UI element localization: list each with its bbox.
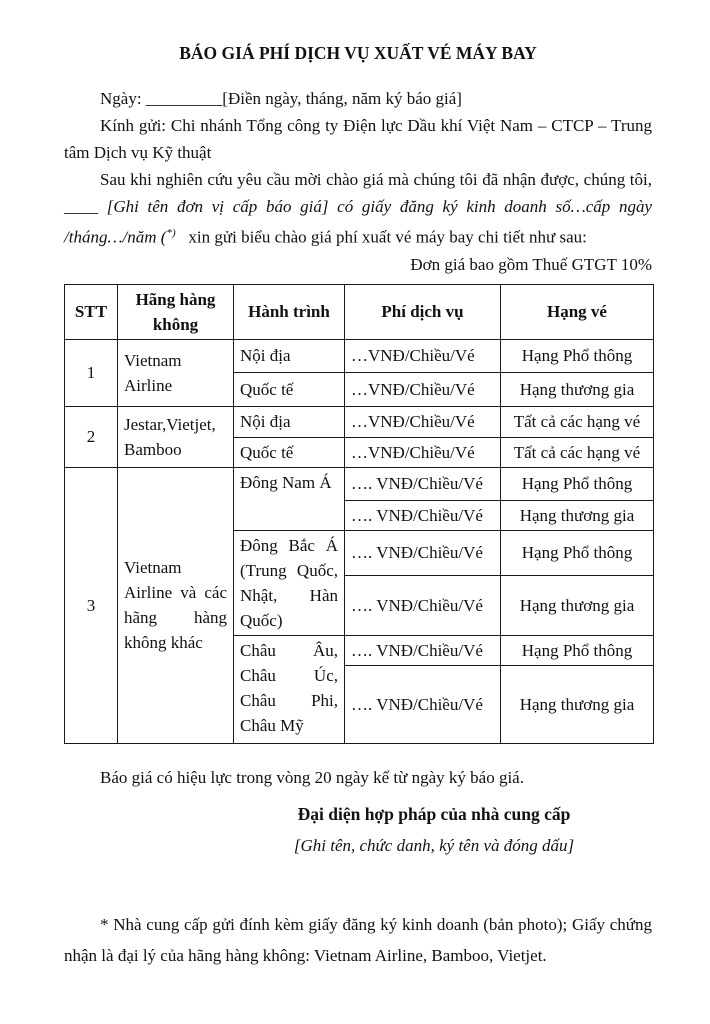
cell-fee: …VNĐ/Chiều/Vé	[345, 372, 501, 406]
cell-route: Nội địa	[234, 339, 345, 372]
date-label: Ngày:	[100, 89, 146, 108]
header-cell-class: Hạng vé	[501, 284, 654, 339]
header-cell-airline: Hãng hàng không	[118, 284, 234, 339]
cell-region-southeast-asia: Đông Nam Á	[234, 467, 345, 530]
intro-paragraph	[64, 166, 652, 251]
cell-stt-1: 1	[65, 339, 118, 406]
quote-table	[64, 284, 654, 744]
cell-class: Hạng thương gia	[501, 575, 654, 635]
cell-fee: …. VNĐ/Chiều/Vé	[345, 467, 501, 500]
date-line	[64, 85, 652, 112]
recipient-line: Kính gửi: Chi nhánh Tổng công ty Điện lực Dầu khí Việt Nam – CTCP – Trung tâm Dịch vụ Kỹ thuật	[64, 116, 652, 162]
cell-airline-1: Vietnam Airline	[118, 339, 234, 406]
cell-class: Hạng thương gia	[501, 500, 654, 530]
cell-class: Hạng Phổ thông	[501, 339, 654, 372]
footnote-marker: *)	[166, 227, 176, 239]
cell-fee: …VNĐ/Chiều/Vé	[345, 339, 501, 372]
table-row	[65, 339, 654, 372]
cell-stt-3: 3	[65, 467, 118, 743]
cell-class: Hạng thương gia	[501, 372, 654, 406]
cell-fee: …. VNĐ/Chiều/Vé	[345, 635, 501, 665]
cell-class: Hạng thương gia	[501, 665, 654, 743]
signature-hint: [Ghi tên, chức danh, ký tên và đóng dấu]	[293, 835, 575, 855]
intro-seg-closing: xin gửi biểu chào giá phí xuất vé máy bay chi tiết như sau:	[175, 227, 587, 247]
footnote: * Nhà cung cấp gửi đính kèm giấy đăng ký kinh doanh (bản photo); Giấy chứng nhận là đại lý của hãng hàng không: Vietnam Airline, Bamboo, Vietjet.	[64, 914, 652, 965]
cell-fee: …. VNĐ/Chiều/Vé	[345, 530, 501, 575]
table-row	[65, 467, 654, 500]
cell-route: Quốc tế	[234, 437, 345, 467]
cell-route: Nội địa	[234, 406, 345, 437]
cell-fee: …. VNĐ/Chiều/Vé	[345, 500, 501, 530]
cell-class: Hạng Phổ thông	[501, 467, 654, 500]
cell-fee: …. VNĐ/Chiều/Vé	[345, 665, 501, 743]
cell-class: Hạng Phổ thông	[501, 530, 654, 575]
header-cell-route: Hành trình	[234, 284, 345, 339]
cell-stt-2: 2	[65, 406, 118, 467]
cell-class: Hạng Phổ thông	[501, 635, 654, 665]
validity-note: Báo giá có hiệu lực trong vòng 20 ngày kể từ ngày ký báo giá.	[100, 767, 524, 787]
signature-block	[279, 799, 589, 861]
date-hint: [Điền ngày, tháng, năm ký báo giá]	[222, 89, 462, 108]
cell-route: Quốc tế	[234, 372, 345, 406]
signature-title: Đại diện hợp pháp của nhà cung cấp	[297, 803, 571, 824]
date-blank: _________	[145, 89, 223, 108]
intro-seg-regular: Sau khi nghiên cứu yêu cầu mời chào giá mà chúng tôi đã nhận được, chúng tôi, ____	[64, 170, 652, 216]
intro-seg-placeholder: [Ghi tên đơn vị cấp báo giá] có giấy đăng ký kinh doanh số…cấp ngày /tháng…/năm (	[64, 197, 653, 247]
cell-airline-3: Vietnam Airline và các hãng hàng không khác	[118, 467, 234, 743]
cell-fee: …VNĐ/Chiều/Vé	[345, 437, 501, 467]
cell-class: Tất cả các hạng vé	[501, 406, 654, 437]
cell-airline-2: Jestar,Vietjet, Bamboo	[118, 406, 234, 467]
page-title: BÁO GIÁ PHÍ DỊCH VỤ XUẤT VÉ MÁY BAY	[179, 43, 537, 63]
vat-note: Đơn giá bao gồm Thuế GTGT 10%	[410, 254, 652, 274]
cell-region-northeast-asia: Đông Bắc Á (Trung Quốc, Nhật, Hàn Quốc)	[234, 530, 345, 635]
cell-class: Tất cả các hạng vé	[501, 437, 654, 467]
header-cell-stt: STT	[65, 284, 118, 339]
header-cell-fee: Phí dịch vụ	[345, 284, 501, 339]
cell-fee: …. VNĐ/Chiều/Vé	[345, 575, 501, 635]
cell-region-europe-oceania: Châu Âu, Châu Úc, Châu Phi, Châu Mỹ	[234, 635, 345, 743]
table-row	[65, 406, 654, 437]
cell-fee: …VNĐ/Chiều/Vé	[345, 406, 501, 437]
table-header-row	[65, 284, 654, 339]
